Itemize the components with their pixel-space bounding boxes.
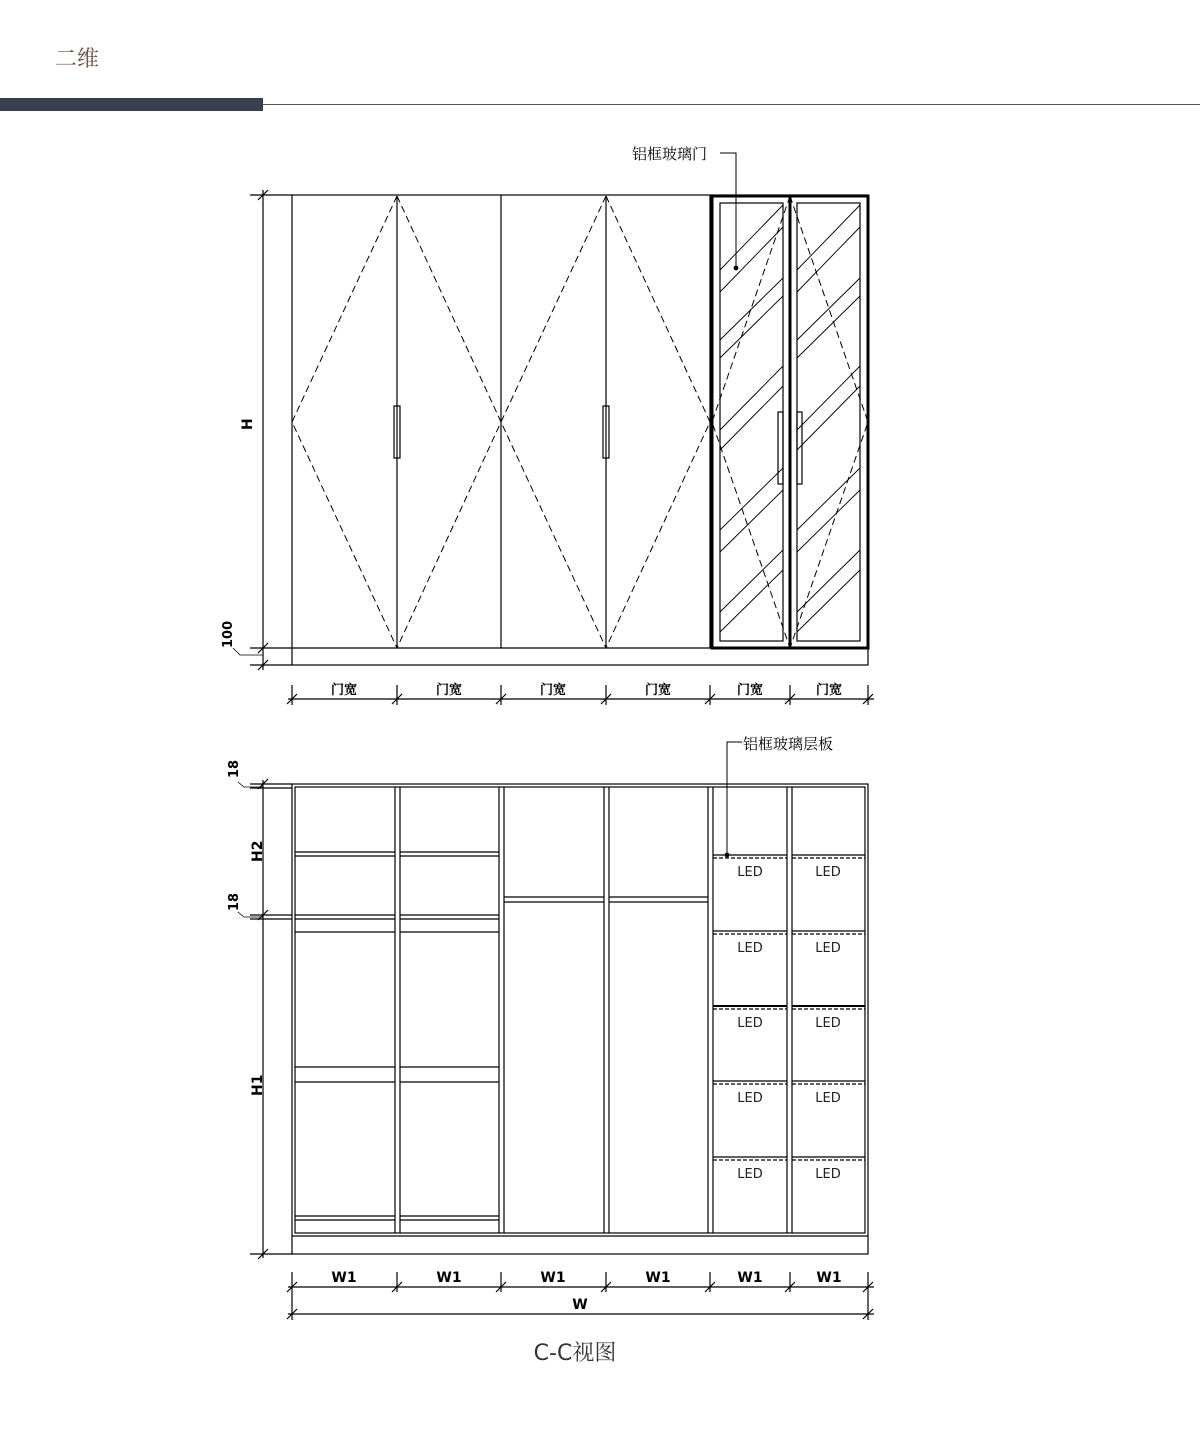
led-label: LED: [815, 1091, 841, 1106]
elevation-outline: [292, 195, 868, 665]
door-width-label: 门宽: [736, 683, 764, 698]
shelf-callout-leader: [727, 742, 742, 855]
door-handle: [778, 412, 783, 484]
page-title: 二维: [55, 47, 100, 72]
door-width-label: 门宽: [815, 683, 843, 698]
callout-leader: [720, 153, 736, 268]
mid-board-label: 18: [227, 892, 242, 911]
h2-label: H2: [250, 840, 266, 862]
middle-bay-shelves: [504, 897, 708, 902]
door-width-label: 门宽: [435, 683, 463, 698]
unit-width-label: W1: [331, 1270, 357, 1286]
door-swing-left: [501, 196, 606, 648]
wardrobe-section: [238, 742, 874, 1320]
led-label: LED: [815, 1016, 841, 1031]
unit-width-label: W1: [540, 1270, 566, 1286]
unit-width-label: W1: [645, 1270, 671, 1286]
h1-label: H1: [250, 1074, 266, 1096]
door-swing-left: [292, 196, 397, 648]
glass-shelf-callout: 铝框玻璃层板: [743, 735, 834, 753]
led-label: LED: [815, 1167, 841, 1182]
total-width-label: W: [572, 1297, 588, 1313]
height-label: H: [240, 418, 256, 430]
led-label: LED: [815, 941, 841, 956]
view-caption: C-C视图: [533, 1341, 617, 1366]
door-width-label: 门宽: [330, 683, 358, 698]
door-swing-right: [397, 196, 501, 648]
door-swing-right: [606, 196, 710, 648]
led-label: LED: [737, 865, 763, 880]
led-labels: [737, 865, 840, 1182]
wardrobe-elevation: [233, 153, 874, 705]
glass-door-callout: 铝框玻璃门: [632, 145, 708, 163]
top-board-label: 18: [227, 759, 242, 778]
plinth-label: 100: [221, 620, 236, 648]
led-label: LED: [737, 941, 763, 956]
glass-shelves: [713, 855, 865, 1160]
led-label: LED: [737, 1016, 763, 1031]
door-width-labels: [331, 682, 842, 698]
unit-width-label: W1: [737, 1270, 763, 1286]
door-width-label: 门宽: [644, 683, 672, 698]
unit-width-labels: [331, 1270, 841, 1286]
left-bay-shelves: [295, 852, 499, 1220]
glass-door-inner: [720, 203, 783, 641]
led-label: LED: [737, 1167, 763, 1182]
unit-width-label: W1: [816, 1270, 842, 1286]
vertical-panels: [395, 787, 792, 1233]
glass-door-inner: [797, 203, 860, 641]
callout-dot: [734, 266, 738, 270]
led-label: LED: [737, 1091, 763, 1106]
door-width-label: 门宽: [539, 683, 567, 698]
unit-width-label: W1: [436, 1270, 462, 1286]
led-label: LED: [815, 865, 841, 880]
